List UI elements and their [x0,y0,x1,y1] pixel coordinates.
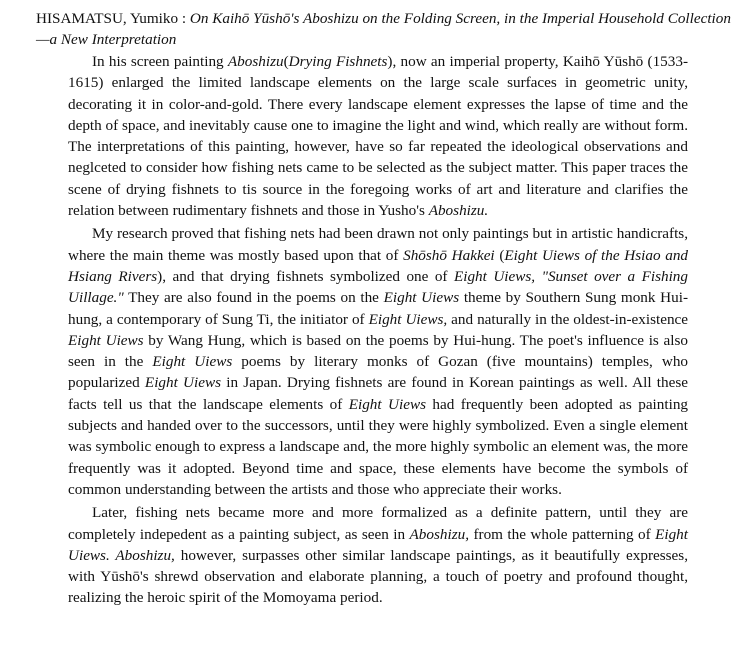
text-run: in Japan. Drying fishnets are found in Korean paintings as well. All these facts tell us that the landscape elements of [68,374,688,413]
italic-run: Eight Uiews [348,395,427,413]
paragraph-3 [68,502,688,608]
paragraph-1 [68,51,688,221]
italic-run: Eight Uiews, [368,310,448,328]
article-heading [36,8,736,50]
paragraph-2 [68,223,688,500]
italic-run: Aboshizu [227,53,284,70]
text-run: and naturally in the oldest-in-existence [447,310,689,328]
text-run: They are also found in the poems on the [123,289,384,307]
article-title: On Kaihō Yūshō's Aboshizu on the Folding Screen, in the Imperial Household Collection—a New Interpretation [36,10,731,48]
italic-run: Eight Uiews [68,331,144,349]
text-run: ), and that drying fishnets symbolized one of [157,267,454,285]
italic-run: Eight Uiews [383,289,460,307]
italic-run: Shōshō Hakkei [403,246,495,264]
text-run: however, surpasses other similar landscape paintings, as it beautifully expresses, with Yūshō's shrewd observation and elaborate planning, a touch of poetry and profound thought, realizing the heroic spirit of the Momoyama period. [68,546,689,607]
abstract-body [68,51,688,609]
italic-run: Eight Uiews, "Sunset over a Fishing Uillage." [68,267,688,307]
text-run: theme by Southern Sung monk Hui-hung, a contemporary of Sung Ti, the initiator of [68,289,688,328]
text-run: by Wang Hung, which is based on the poems by Hui-hung. The poet's influence is also seen in the [68,331,688,371]
italic-run: Eight Uiews. Aboshizu, [68,525,688,564]
text-run: ), now an imperial property, Kaihō Yūshō (1533-1615) enlarged the limited landscape elements on the large scale surfaces in geometric unity, decorating it in color-and-gold. There every landscape element expresses the lapse of time and the depth of space, and inevitably cause one to imagine the light and wind, which really are without form. The interpretations of this painting, however, have so far repeated the ideological observations and neglceted to consider how fishing nets came to be selected as the subject matter. This paper traces the scene of drying fishnets to tis source in the foregoing works of art and literature and clarifies the relation between rudimentary fishnets and those in Yusho's [68,53,688,220]
author-name: HISAMATSU, Yumiko : [36,10,190,27]
text-run: from the whole patterning of [469,525,656,543]
italic-run: Aboshizu, [409,525,470,543]
italic-run: Aboshizu. [428,202,489,220]
text-run: In his screen painting [92,53,228,70]
italic-run: Eight Uiews of the Hsiao and Hsiang Rivers [68,246,689,285]
text-run: ( [494,246,505,264]
text-run: ( [283,53,289,70]
text-run: had frequently been adopted as painting subjects and handed over to the successors, until they were highly symbolized. Even a single element was symbolic enough to express a landscape and, the more highly symbolic an element was, the more frequently was it adopted. Beyond time and space, these elements have become the symbols of common understanding between the artists and those who appreciate their works. [68,395,689,498]
text-run: poems by literary monks of Gozan (five mountains) temples, who popularized [68,353,689,392]
italic-run: Eight Uiews [144,374,222,392]
italic-run: Eight Uiews [152,353,233,371]
italic-run: Drying Fishnets [288,53,388,70]
text-run: My research proved that fishing nets had been drawn not only paintings but in artistic handicrafts, where the main theme was mostly based upon that of [68,225,688,264]
text-run: Later, fishing nets became more and more formalized as a definite pattern, until they are completely indepedent as a painting subject, as seen in [68,504,688,543]
